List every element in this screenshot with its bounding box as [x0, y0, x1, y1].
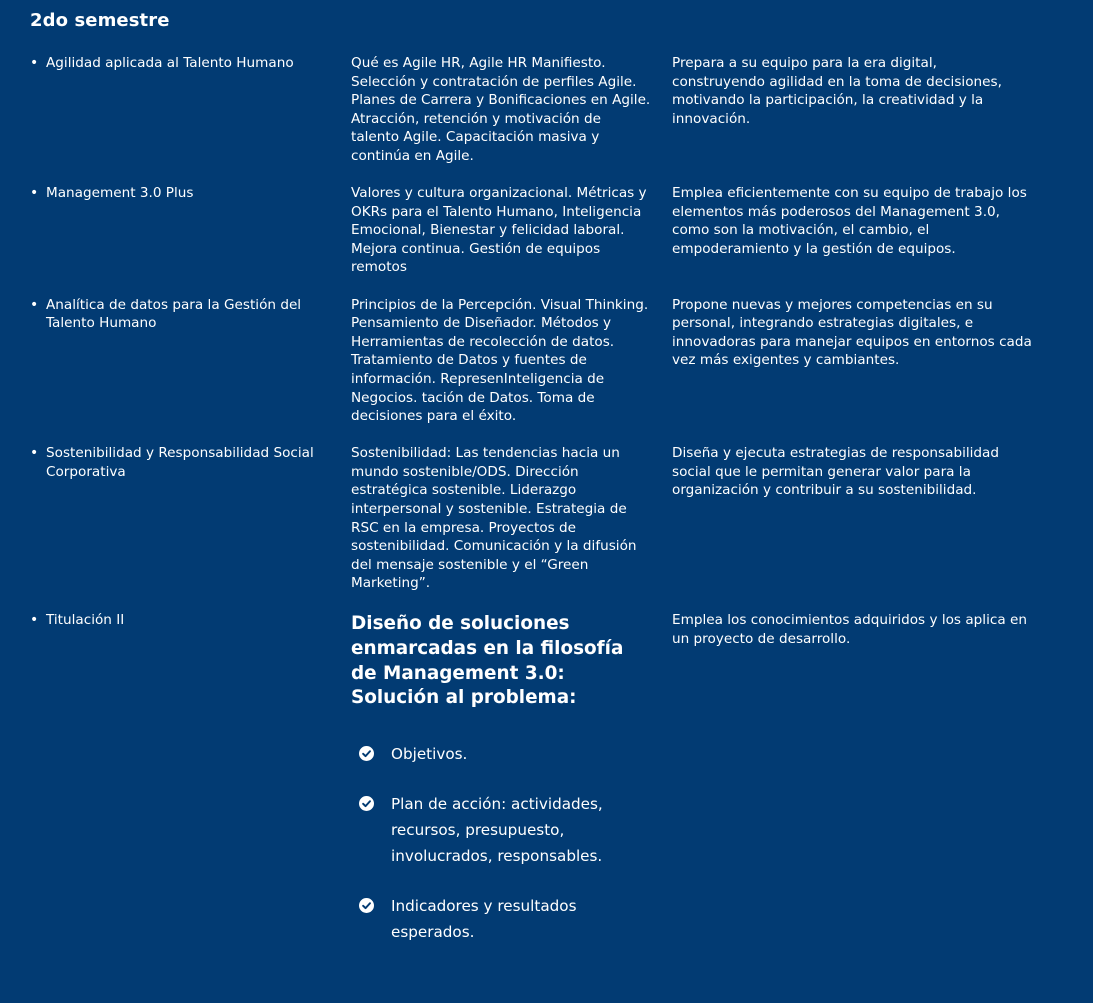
bullet-icon: • — [30, 55, 39, 71]
subject-name: Management 3.0 Plus — [46, 185, 194, 202]
checklist-item — [351, 741, 651, 767]
bullet-icon: • — [30, 612, 39, 629]
curriculum-table — [0, 54, 1093, 987]
check-circle-icon — [351, 741, 391, 767]
bullet-icon: • — [30, 296, 39, 313]
subject-name: Analítica de datos para la Gestión del Talento Humano — [46, 296, 302, 332]
subject-name: Agilidad aplicada al Talento Humano — [46, 55, 294, 71]
subject-cell — [0, 54, 321, 166]
subject-name: Titulación II — [46, 612, 125, 629]
table-row — [0, 611, 1093, 987]
checklist-text: Plan de acción: actividades, recursos, presupuesto, involucrados, responsables. — [391, 794, 603, 865]
outcome-cell: Diseña y ejecuta estrategias de responsabilidad social que le permitan generar valor para la organización y contribuir a su sostenibilidad. — [672, 445, 999, 499]
subject-cell — [0, 296, 321, 426]
subject-cell — [0, 184, 321, 277]
content-cell: Sostenibilidad: Las tendencias hacia un mundo sostenible/ODS. Dirección estratégica sostenible. Liderazgo interpersonal y sostenible. Estrategia de RSC en la empresa. Proyectos de sostenibilidad. Comunicación y la difusión del mensaje sostenible y el “Green Marketing”. — [351, 445, 637, 592]
table-row — [0, 444, 1093, 611]
content-cell: Valores y cultura organizacional. Métricas y OKRs para el Talento Humano, Inteligencia Emocional, Bienestar y felicidad laboral. Mejora continua. Gestión de equipos remotos — [351, 185, 647, 276]
content-cell: Qué es Agile HR, Agile HR Manifiesto. Selección y contratación de perfiles Agile. Planes de Carrera y Bonificaciones en Agile. Atracción, retención y motivación de talento Agile. Capacitación masiva y continúa en Agile. — [351, 55, 651, 164]
table-row — [0, 54, 1093, 184]
outcome-cell: Emplea los conocimientos adquiridos y los aplica en un proyecto de desarrollo. — [672, 612, 1027, 648]
bullet-icon: • — [30, 445, 39, 462]
outcome-cell: Propone nuevas y mejores competencias en su personal, integrando estrategias digitales, e innovadoras para manejar equipos en entornos cada vez más exigentes y cambiantes. — [672, 296, 1032, 369]
bullet-icon: • — [30, 185, 39, 202]
check-circle-icon — [351, 791, 391, 869]
check-circle-icon — [351, 893, 391, 945]
table-row — [0, 184, 1093, 295]
checklist — [351, 741, 651, 945]
table-row — [0, 296, 1093, 445]
subject-cell — [0, 444, 321, 593]
content-cell: Principios de la Percepción. Visual Thinking. Pensamiento de Diseñador. Métodos y Herramientas de recolección de datos. Tratamiento de Datos y fuentes de información. RepresenInteligencia de Negocios. tación de Datos. Toma de decisiones para el éxito. — [351, 296, 649, 425]
checklist-item — [351, 893, 651, 945]
checklist-item — [351, 791, 651, 869]
section-title: 2do semestre — [30, 10, 170, 31]
checklist-text: Objetivos. — [391, 744, 468, 763]
checklist-text: Indicadores y resultados esperados. — [391, 896, 577, 941]
outcome-cell: Prepara a su equipo para la era digital, construyendo agilidad en la toma de decisiones, motivando la participación, la creatividad y la innovación. — [672, 55, 1002, 127]
content-title: Diseño de soluciones enmarcadas en la filosofía de Management 3.0: Solución al problema: — [351, 613, 624, 709]
content-cell — [351, 611, 651, 968]
subject-name: Sostenibilidad y Responsabilidad Social Corporativa — [46, 445, 314, 480]
outcome-cell: Emplea eficientemente con su equipo de trabajo los elementos más poderosos del Management 3.0, como son la motivación, el cambio, el empoderamiento y la gestión de equipos. — [672, 185, 1027, 257]
subject-cell — [0, 611, 321, 968]
